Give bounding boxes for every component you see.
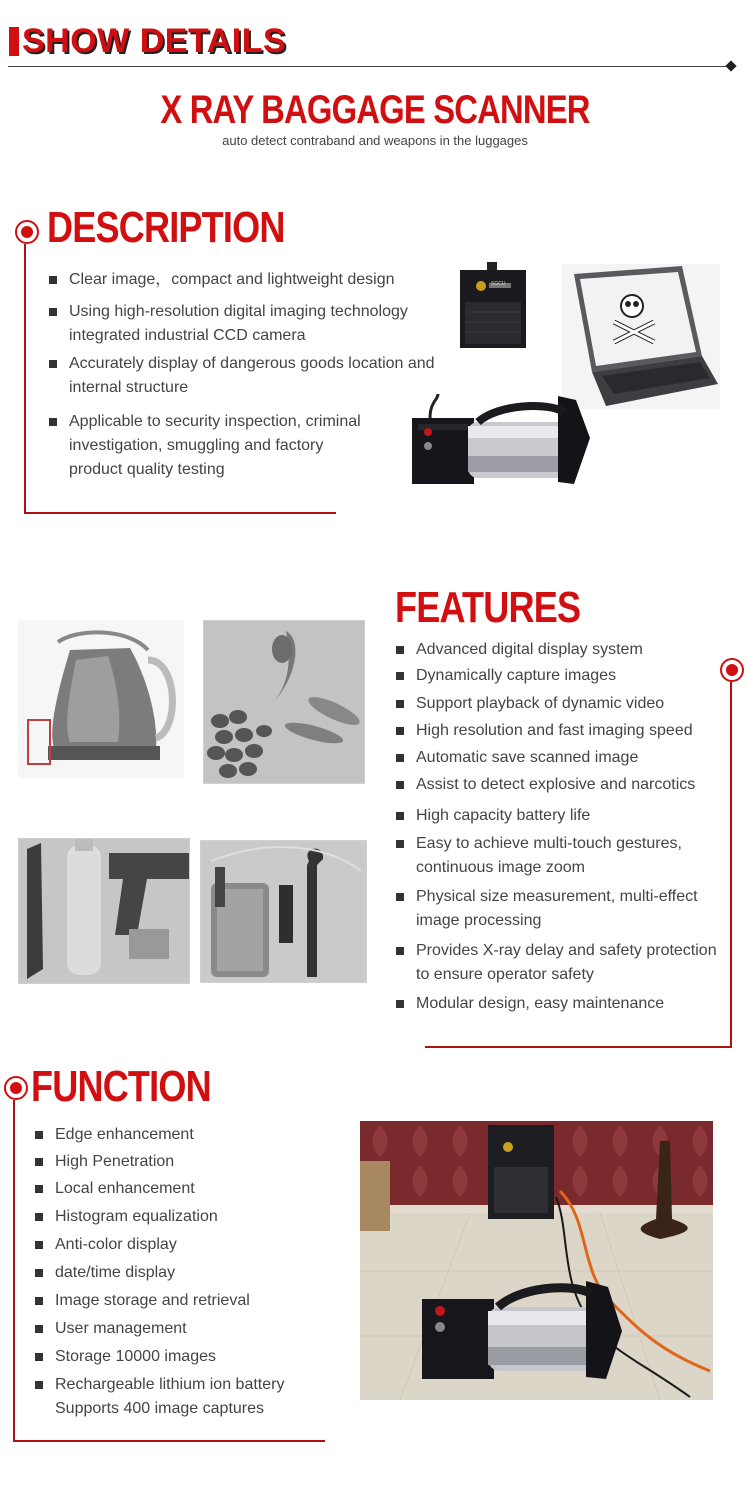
features-frame-bottom — [425, 1046, 732, 1048]
function-title: FUNCTION — [31, 1062, 211, 1111]
list-item: Storage 10000 images — [35, 1345, 335, 1369]
header-divider — [8, 66, 731, 67]
xray-generator-image — [408, 392, 606, 494]
list-item: High capacity battery life — [396, 804, 731, 828]
list-item: Dynamically capture images — [396, 664, 731, 688]
list-item: Modular design, easy maintenance — [396, 992, 731, 1016]
features-list — [396, 638, 731, 1016]
function-frame-left — [13, 1100, 15, 1442]
monitor-unit-image — [457, 262, 529, 348]
list-item: Support playback of dynamic video — [396, 692, 731, 716]
list-item: Easy to achieve multi-touch gestures, continuous image zoom — [396, 832, 696, 880]
list-item: Provides X-ray delay and safety protection to ensure operator safety — [396, 939, 731, 987]
list-item: High resolution and fast imaging speed — [396, 719, 731, 743]
description-list — [49, 268, 439, 482]
list-item: Histogram equalization — [35, 1205, 335, 1229]
list-item: Advanced digital display system — [396, 638, 731, 662]
list-item: Accurately display of dangerous goods location and internal structure — [49, 352, 439, 400]
list-item: Automatic save scanned image — [396, 746, 731, 770]
xray-weapons-image — [18, 838, 190, 984]
scanner-room-photo — [360, 1121, 713, 1400]
description-bullet-circle-icon — [15, 220, 39, 244]
description-title: DESCRIPTION — [47, 203, 285, 252]
list-item: Rechargeable lithium ion battery Supports 400 image captures — [35, 1373, 305, 1421]
list-item: High Penetration — [35, 1150, 335, 1174]
list-item: date/time display — [35, 1261, 335, 1285]
product-subtitle: auto detect contraband and weapons in the luggages — [222, 133, 528, 148]
description-frame-bottom — [24, 512, 336, 514]
header-accent-bar — [9, 27, 19, 56]
list-item: Applicable to security inspection, criminal investigation, smuggling and factory product quality testing — [49, 410, 379, 482]
function-list — [35, 1123, 335, 1421]
page-header-title: SHOW DETAILS — [22, 22, 287, 60]
xray-tools-image — [200, 840, 367, 983]
list-item: Anti-color display — [35, 1233, 335, 1257]
list-item: User management — [35, 1317, 335, 1341]
list-item: Assist to detect explosive and narcotics — [396, 773, 731, 797]
laptop-skull-image — [562, 264, 720, 409]
monitor-unit-label: SGCU — [491, 281, 506, 287]
header-divider-diamond-icon — [725, 60, 736, 71]
function-frame-bottom — [13, 1440, 325, 1442]
list-item: Edge enhancement — [35, 1123, 335, 1147]
list-item: Clear image，compact and lightweight design — [49, 268, 439, 292]
xray-kettle-image — [18, 620, 184, 778]
features-title: FEATURES — [395, 583, 581, 632]
product-title: X RAY BAGGAGE SCANNER — [160, 88, 590, 132]
description-frame-left — [24, 244, 26, 514]
list-item: Physical size measurement, multi-effect image processing — [396, 885, 716, 933]
xray-seafood-image — [203, 620, 365, 784]
function-bullet-circle-icon — [4, 1076, 28, 1100]
list-item: Image storage and retrieval — [35, 1289, 335, 1313]
list-item: Local enhancement — [35, 1177, 335, 1201]
list-item: Using high-resolution digital imaging technology integrated industrial CCD camera — [49, 300, 439, 348]
